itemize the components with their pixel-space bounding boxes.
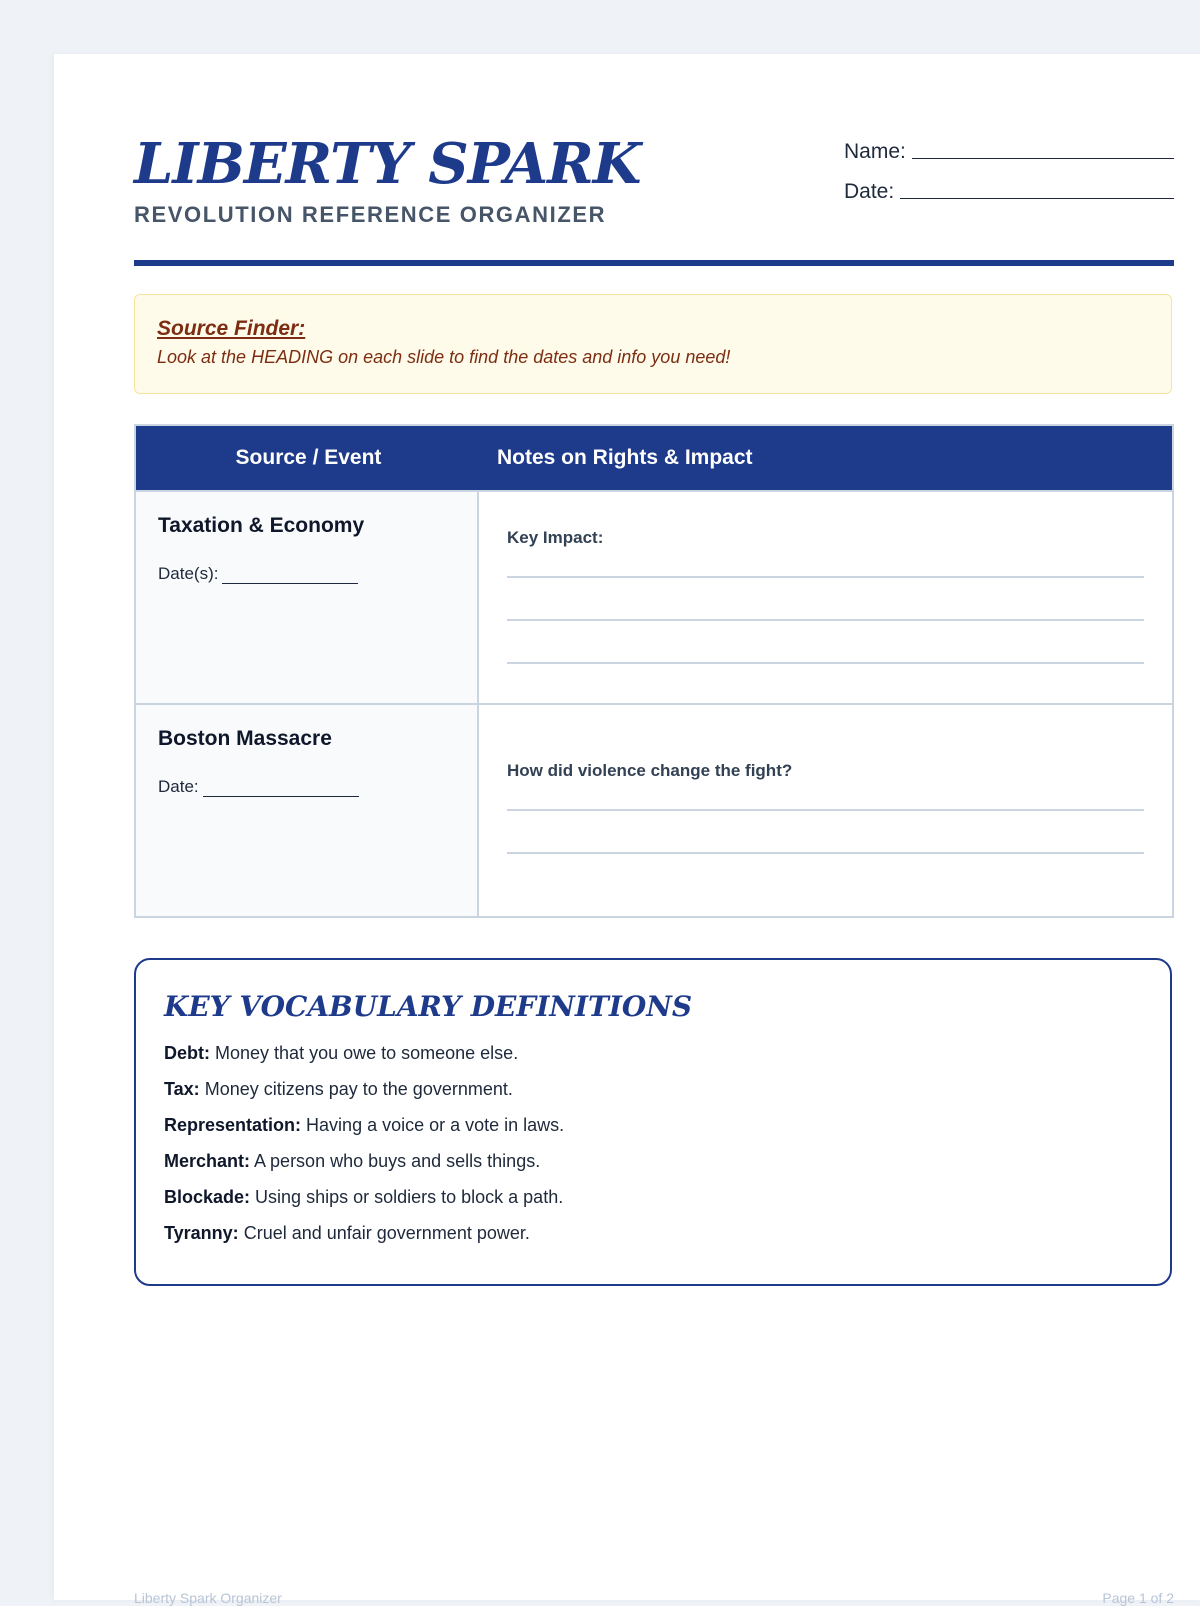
date-field[interactable] — [844, 172, 1174, 212]
page-content — [134, 54, 1174, 1606]
page-number: Page 1 of 2 — [1102, 1590, 1174, 1606]
column-header-source: Source / Event — [235, 446, 382, 469]
event-date-label: Date(s): — [158, 564, 219, 583]
header-divider — [134, 260, 1174, 266]
vocab-term: Tax: — [164, 1079, 200, 1099]
vocab-item — [164, 1143, 1142, 1179]
footer-title: Liberty Spark Organizer — [134, 1590, 282, 1606]
event-date-field[interactable] — [158, 777, 455, 797]
source-finder-callout — [134, 294, 1172, 394]
event-date-blank[interactable] — [203, 780, 359, 797]
column-header-notes: Notes on Rights & Impact — [497, 446, 753, 469]
event-cell — [136, 705, 479, 916]
vocab-term: Tyranny: — [164, 1223, 239, 1243]
table-row — [136, 703, 1172, 916]
vocab-definition: Cruel and unfair government power. — [243, 1223, 530, 1243]
event-cell — [136, 492, 479, 703]
date-label: Date: — [844, 180, 895, 203]
writing-line[interactable] — [507, 852, 1144, 854]
notes-prompt: How did violence change the fight? — [507, 761, 793, 780]
date-blank[interactable] — [900, 172, 1174, 199]
event-date-label: Date: — [158, 777, 199, 796]
table-header — [136, 426, 1172, 490]
vocab-term: Merchant: — [164, 1151, 251, 1171]
name-field[interactable] — [844, 132, 1174, 172]
page-title: LIBERTY SPARK — [134, 131, 641, 197]
vocab-term: Blockade: — [164, 1187, 251, 1207]
name-blank[interactable] — [912, 132, 1174, 159]
event-date-blank[interactable] — [222, 567, 358, 584]
notes-prompt: Key Impact: — [507, 528, 604, 547]
vocab-definition: Money citizens pay to the government. — [204, 1079, 513, 1099]
source-finder-text: Look at the HEADING on each slide to find the dates and info you need! — [157, 347, 731, 367]
vocab-term: Debt: — [164, 1043, 210, 1063]
notes-cell[interactable] — [479, 705, 1172, 916]
notes-cell[interactable] — [479, 492, 1172, 703]
vocabulary-title: KEY VOCABULARY DEFINITIONS — [164, 990, 693, 1023]
vocab-definition: Using ships or soldiers to block a path. — [255, 1187, 564, 1207]
vocab-definition: Having a voice or a vote in laws. — [306, 1115, 565, 1135]
vocabulary-box — [134, 958, 1172, 1286]
vocab-item — [164, 1215, 1142, 1251]
event-name: Boston Massacre — [158, 727, 332, 750]
writing-line[interactable] — [507, 576, 1144, 578]
writing-line[interactable] — [507, 662, 1144, 664]
worksheet-page — [54, 54, 1200, 1606]
vocab-item — [164, 1179, 1142, 1215]
writing-line[interactable] — [507, 619, 1144, 621]
source-finder-title: Source Finder: — [157, 317, 306, 340]
organizer-table — [134, 424, 1174, 918]
table-row — [136, 490, 1172, 703]
event-name: Taxation & Economy — [158, 514, 365, 537]
event-date-field[interactable] — [158, 564, 455, 584]
vocab-item — [164, 1107, 1142, 1143]
page-subtitle: REVOLUTION REFERENCE ORGANIZER — [134, 202, 607, 227]
vocab-term: Representation: — [164, 1115, 302, 1135]
name-label: Name: — [844, 140, 906, 163]
vocab-definition: A person who buys and sells things. — [254, 1151, 541, 1171]
vocab-item — [164, 1035, 1142, 1071]
student-info — [844, 132, 1174, 212]
writing-line[interactable] — [507, 809, 1144, 811]
vocab-item — [164, 1071, 1142, 1107]
vocab-definition: Money that you owe to someone else. — [215, 1043, 519, 1063]
